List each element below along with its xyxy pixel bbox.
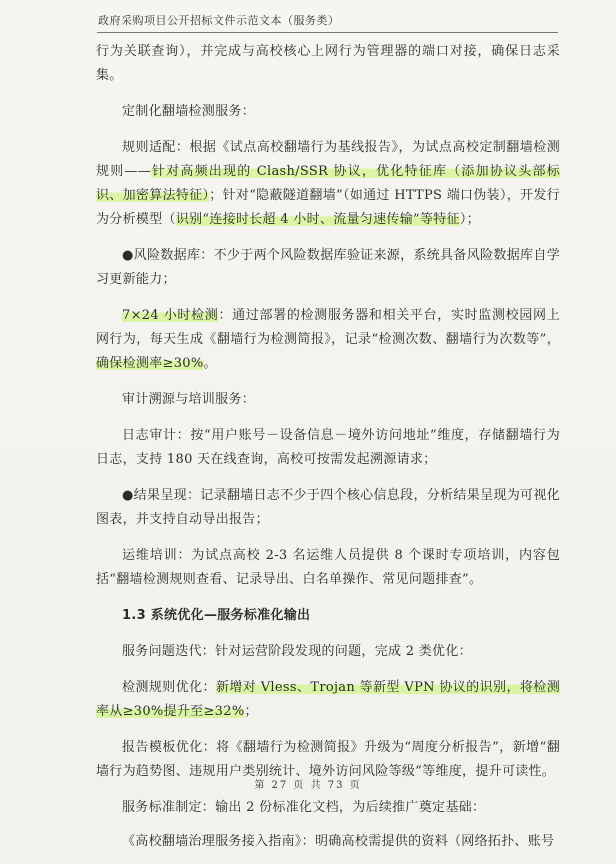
highlighted-text: 确保检测率≥30% (96, 356, 204, 371)
text-segment: 规则适配：根据《试点高校翻墙行为基线报告》，为试点高校定制翻墙检测规则—— (96, 140, 560, 179)
paragraph-continuation: 行为关联查询），并完成与高校核心上网行为管理器的端口对接，确保日志采集。 (96, 44, 560, 83)
paragraph-rule-optimization (96, 676, 560, 724)
paragraph-ops-training: 运维培训：为试点高校 2-3 名运维人员提供 8 个课时专项培训，内容包括“翻墙检测规则查看、记录导出、白名单操作、常见问题排查”。 (96, 548, 560, 587)
paragraph-standards: 服务标准制定：输出 2 份标准化文档，为后续推广奠定基础： (122, 800, 486, 815)
text-segment: 。 (203, 356, 217, 371)
highlighted-text: 针对高频出现的 Clash/SSR 协议，优化特征库（添加协议头部标识、加密算法特征） (96, 164, 560, 203)
highlighted-text: 7×24 小时检测 (122, 308, 219, 323)
header-divider (97, 32, 558, 33)
highlighted-text: 识别“连接时长超 4 小时、流量匀速传输”等特征 (175, 212, 460, 227)
paragraph-risk-database: ●风险数据库：不少于两个风险数据库验证来源，系统具备风险数据库自学习更新能力； (96, 248, 560, 287)
text-segment: ； (244, 704, 258, 719)
text-segment: ：通过部署的检测服务器和相关平台，实时监测校园网上网行为，每天生成《翻墙行为检测简报》，记录“检测次数、翻墙行为次数等”， (96, 308, 560, 347)
paragraph-result-presentation: ●结果呈现：记录翻墙日志不少于四个核心信息段，分析结果呈现为可视化图表，并支持自动导出报告； (96, 488, 560, 527)
text-segment: ）； (459, 212, 480, 227)
paragraph-rule-adaptation (96, 136, 560, 232)
paragraph-iteration: 服务问题迭代：针对运营阶段发现的问题，完成 2 类优化： (122, 644, 472, 659)
paragraph-24x7-detection (96, 304, 560, 376)
paragraph-access-guide: 《高校翻墙治理服务接入指南》：明确高校需提供的资料（网络拓扑、账号 (122, 834, 555, 849)
highlighted-text: 新增对 Vless、Trojan 等新型 VPN 协议的识别，将检测率从≥30%提升至≥32% (96, 680, 560, 719)
section-heading-custom-detection: 定制化翻墙检测服务： (122, 104, 256, 119)
text-segment: 检测规则优化： (122, 680, 216, 695)
section-heading-1-3: 1.3 系统优化—服务标准化输出 (122, 608, 311, 623)
section-heading-audit: 审计溯源与培训服务： (122, 392, 256, 407)
text-segment: ；针对“隐蔽隧道翻墙”（如通过 HTTPS 端口伪装），开发行为分析模型（ (96, 188, 560, 227)
paragraph-report-template: 报告模板优化：将《翻墙行为检测简报》升级为“周度分析报告”，新增“翻墙行为趋势图、违规用户类别统计、境外访问风险等级”等维度，提升可读性。 (96, 740, 560, 779)
paragraph-log-audit: 日志审计：按“用户账号－设备信息－境外访问地址”维度，存储翻墙行为日志，支持 180 天在线查询，高校可按需发起溯源请求； (96, 428, 560, 467)
running-header: 政府采购项目公开招标文件示范文本（服务类） (98, 14, 340, 27)
page-number: 第 27 页 共 73 页 (254, 780, 362, 791)
document-body (96, 40, 560, 864)
